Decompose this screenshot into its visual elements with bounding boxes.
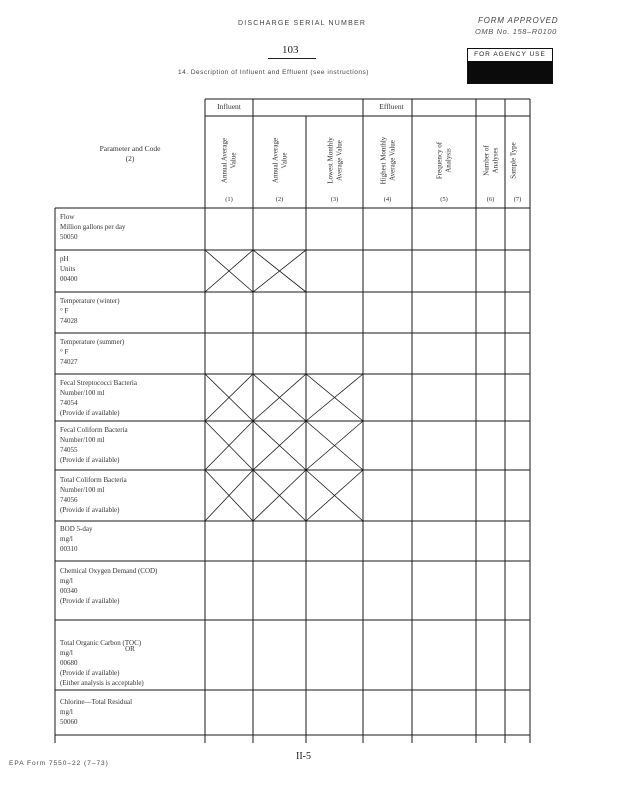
column-number-7: (7) xyxy=(513,196,522,203)
parameter-line: 74027 xyxy=(60,358,78,366)
or-separator: OR xyxy=(125,645,135,653)
column-number-5: (5) xyxy=(440,196,448,203)
parameter-line: Number/100 ml xyxy=(60,486,105,494)
parameter-row-label xyxy=(60,254,203,284)
column-header-3: Lowest Monthly Average Value xyxy=(326,137,343,184)
parameter-row-label xyxy=(60,212,203,242)
parameter-line: 00310 xyxy=(60,545,78,553)
effluent-group-header: Effluent xyxy=(379,102,404,111)
parameter-header-line2: (2) xyxy=(125,154,135,163)
parameter-line: (Provide if available) xyxy=(60,597,120,605)
parameter-line: mg/l xyxy=(60,708,73,716)
parameter-line: mg/l xyxy=(60,535,73,543)
parameter-line: Million gallons per day xyxy=(60,223,126,231)
parameter-line: Number/100 ml xyxy=(60,389,105,397)
parameter-line: BOD 5-day xyxy=(60,525,93,533)
parameter-line: mg/l xyxy=(60,649,73,657)
parameter-line: Fecal Streptococci Bacteria xyxy=(60,379,137,387)
section-title: 14. Description of Influent and Effluent (see instructions) xyxy=(178,69,369,76)
parameter-line: Temperature (summer) xyxy=(60,338,125,346)
parameter-line: ° F xyxy=(60,348,69,356)
influent-group-header: Influent xyxy=(217,102,241,111)
parameter-row-label xyxy=(60,566,203,606)
column-header-1: Annual Average Value xyxy=(220,137,237,184)
form-approved-label: FORM APPROVED xyxy=(478,16,559,25)
parameter-line: mg/l xyxy=(60,577,73,585)
column-number-4: (4) xyxy=(383,196,392,203)
parameter-line: 00680 xyxy=(60,659,78,667)
column-header-7: Sample Type xyxy=(509,142,517,179)
column-header-4: Highest Monthly Average Value xyxy=(379,136,396,185)
omb-number: OMB No. 158–R0100 xyxy=(475,27,557,36)
parameter-row-label xyxy=(60,337,203,367)
parameter-line: (Provide if available) xyxy=(60,669,120,677)
parameter-line: (Either analysis is acceptable) xyxy=(60,679,144,687)
parameter-header-line1: Parameter and Code xyxy=(99,144,161,153)
parameter-row-label xyxy=(60,296,203,326)
parameter-line: (Provide if available) xyxy=(60,456,120,464)
serial-number: 103 xyxy=(282,44,299,56)
parameter-line: Fecal Coliform Bacteria xyxy=(60,426,128,434)
parameter-line: Total Organic Carbon (TOC) xyxy=(60,639,142,647)
parameter-line: pH xyxy=(60,255,69,263)
parameter-line: 50060 xyxy=(60,718,78,726)
parameter-code-header xyxy=(55,144,205,164)
form-number: EPA Form 7550–22 (7–73) xyxy=(9,760,109,767)
parameter-row-label xyxy=(60,378,203,418)
parameter-line: 74054 xyxy=(60,399,78,407)
column-header-6: Number of Analyses xyxy=(482,145,499,176)
parameter-line: (Provide if available) xyxy=(60,506,120,514)
page-number: II-5 xyxy=(296,751,311,762)
discharge-serial-label: DISCHARGE SERIAL NUMBER xyxy=(238,20,367,27)
parameter-line: (Provide if available) xyxy=(60,409,120,417)
parameter-row-label xyxy=(60,425,203,465)
column-number-1: (1) xyxy=(225,196,233,203)
parameter-line: Chemical Oxygen Demand (COD) xyxy=(60,567,158,575)
column-header-2: Annual Average Value xyxy=(271,137,288,184)
parameter-line: 74055 xyxy=(60,446,78,454)
column-header-5: Frequency of Analysis xyxy=(435,141,452,180)
agency-use-label: FOR AGENCY USE xyxy=(468,49,552,62)
column-number-6: (6) xyxy=(486,196,495,203)
column-number-2: (2) xyxy=(275,196,284,203)
parameter-row-label xyxy=(60,697,203,727)
parameter-row-label xyxy=(60,475,203,515)
parameter-line: Flow xyxy=(60,213,75,221)
parameter-row-label xyxy=(60,524,203,554)
parameter-line: Number/100 ml xyxy=(60,436,105,444)
parameter-line: Temperature (winter) xyxy=(60,297,120,305)
parameter-line: Chlorine—Total Residual xyxy=(60,698,133,706)
parameter-line: 50050 xyxy=(60,233,78,241)
column-number-3: (3) xyxy=(330,196,339,203)
parameter-line: 00340 xyxy=(60,587,78,595)
parameter-line: ° F xyxy=(60,307,69,315)
parameter-line: Total Coliform Bacteria xyxy=(60,476,127,484)
parameter-line: 74056 xyxy=(60,496,78,504)
parameter-line: Units xyxy=(60,265,76,273)
parameter-line: 74028 xyxy=(60,317,78,325)
parameter-line: 00400 xyxy=(60,275,78,283)
